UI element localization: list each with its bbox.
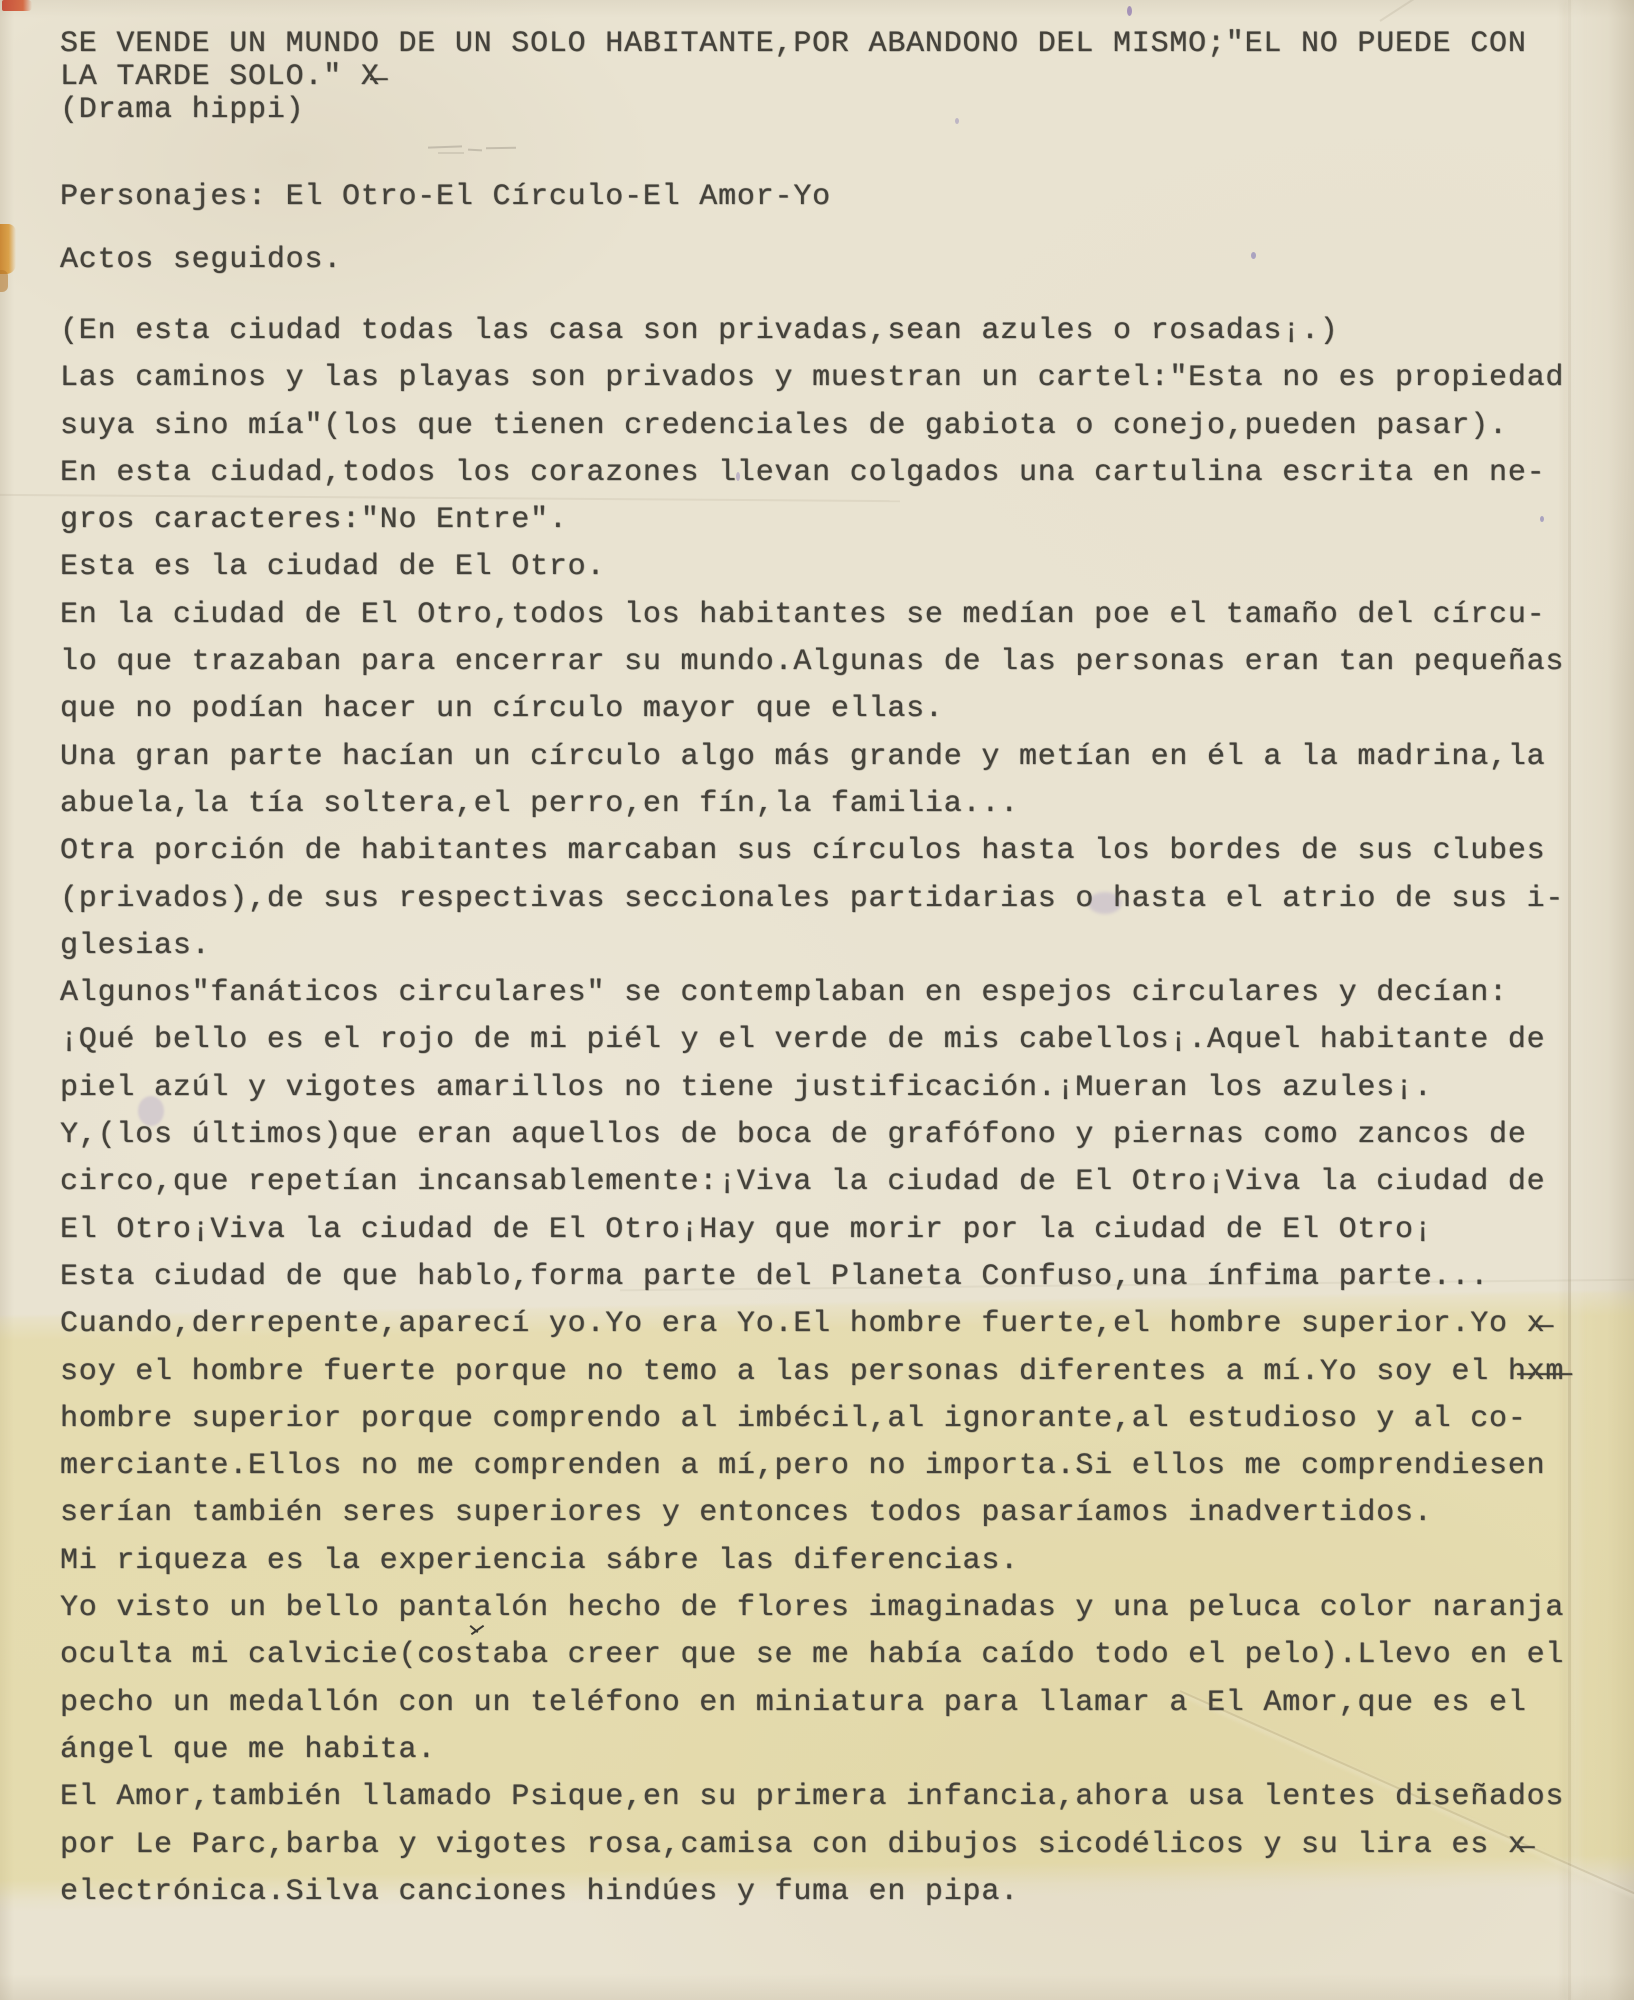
text-line: que no podían hacer un círculo mayor que ellas. [60,692,944,727]
text-line: glesias. [60,928,211,963]
text-line: ángel que me habita. [60,1732,437,1767]
diagonal-crease-top [1379,0,1634,22]
acts-line: Actos seguidos. [60,243,343,277]
ink-speck [1251,252,1256,259]
text-line: (privados),de sus respectivas seccionales partidarias o hasta el atrio de sus i- [60,881,1565,916]
text-line: oculta mi calvicie(costaba creer que se me había caído todo el pelo).Llevo en el [60,1638,1565,1673]
text-line: Cuando,derrepente,aparecí yo.Yo era Yo.El hombre fuerte,el hombre superior.Yo x̶ [60,1307,1546,1342]
text-line: Una gran parte hacían un círculo algo más grande y metían en él a la madrina,la [60,739,1546,774]
text-line: serían también seres superiores y entonces todos pasaríamos inadvertidos. [60,1496,1433,1531]
orange-edge-stain-small [0,270,8,292]
text-line: (En esta ciudad todas las casa son privadas,sean azules o rosadas¡.) [60,314,1339,348]
text-line: Esta es la ciudad de El Otro. [60,550,606,585]
text-line: ¡Qué bello es el rojo de mi piél y el verde de mis cabellos¡.Aquel habitante de [60,1023,1546,1058]
text-line: abuela,la tía soltera,el perro,en fín,la familia... [60,786,1019,821]
text-line: Las caminos y las playas son privados y muestran un cartel:"Esta no es propiedad [60,361,1565,396]
text-line: hombre superior porque comprendo al imbécil,al ignorante,al estudioso y al co- [60,1401,1527,1436]
text-line: Mi riqueza es la experiencia sábre las diferencias. [60,1543,1019,1578]
text-line: merciante.Ellos no me comprenden a mí,pero no importa.Si ellos me comprendiesen [60,1449,1546,1484]
text-line: (Drama hippi) [60,93,305,127]
text-line: circo,que repetían incansablemente:¡Viva la ciudad de El Otro¡Viva la ciudad de [60,1165,1546,1200]
text-line: suya sino mía"(los que tienen credenciales de gabiota o conejo,pueden pasar). [60,408,1508,443]
text-line: por Le Parc,barba y vigotes rosa,camisa con dibujos sicodélicos y su lira es x̶ [60,1827,1527,1862]
text-line: Algunos"fanáticos circulares" se contemplaban en espejos circulares y decían: [60,976,1508,1011]
text-line: LA TARDE SOLO.ʺ X̶ [60,60,380,94]
title-block [60,28,1527,127]
text-line: piel azúl y vigotes amarillos no tiene justificación.¡Mueran los azules¡. [60,1070,1433,1105]
text-line: gros caracteres:"No Entre". [60,503,568,538]
red-corner-stain [2,0,32,11]
cast-line: Personajes: El Otro-El Círculo-El Amor-Yo [60,180,831,214]
text-line: Otra porción de habitantes marcaban sus círculos hasta los bordes de sus clubes [60,834,1546,869]
text-line: pecho un medallón con un teléfono en miniatura para llamar a El Amor,que es el [60,1685,1527,1720]
text-line: Esta ciudad de que hablo,forma parte del Planeta Confuso,una ínfima parte... [60,1259,1490,1294]
text-line: Yo visto un bello pantalón hecho de flores imaginadas y una peluca color naranja [60,1591,1565,1626]
text-line: lo que trazaban para encerrar su mundo.Algunas de las personas eran tan pequeñas [60,645,1565,680]
orange-edge-stain [0,224,16,274]
vertical-crease [1568,0,1571,2000]
ink-speck [1127,6,1132,16]
body-text-block [60,308,1564,1916]
text-line: Y,(los últimos)que eran aquellos de boca de grafófono y piernas como zancos de [60,1118,1527,1153]
pencil-scribble [428,142,532,156]
text-line: El Otro¡Viva la ciudad de El Otro¡Hay que morir por la ciudad de El Otro¡ [60,1212,1433,1247]
text-line: En la ciudad de El Otro,todos los habitantes se medían poe el tamaño del círcu- [60,597,1546,632]
text-line: soy el hombre fuerte porque no temo a las personas diferentes a mí.Yo soy el h̶x̶m̶ [60,1354,1565,1389]
text-line: En esta ciudad,todos los corazones llevan colgados una cartulina escrita en ne- [60,455,1546,490]
text-line: El Amor,también llamado Psique,en su primera infancia,ahora usa lentes diseñados [60,1780,1565,1815]
text-line: SE VENDE UN MUNDO DE UN SOLO HABITANTE,POR ABANDONO DEL MISMO;ʺEL NO PUEDE CON [60,27,1527,61]
text-line: electrónica.Silva canciones hindúes y fuma en pipa. [60,1874,1019,1909]
